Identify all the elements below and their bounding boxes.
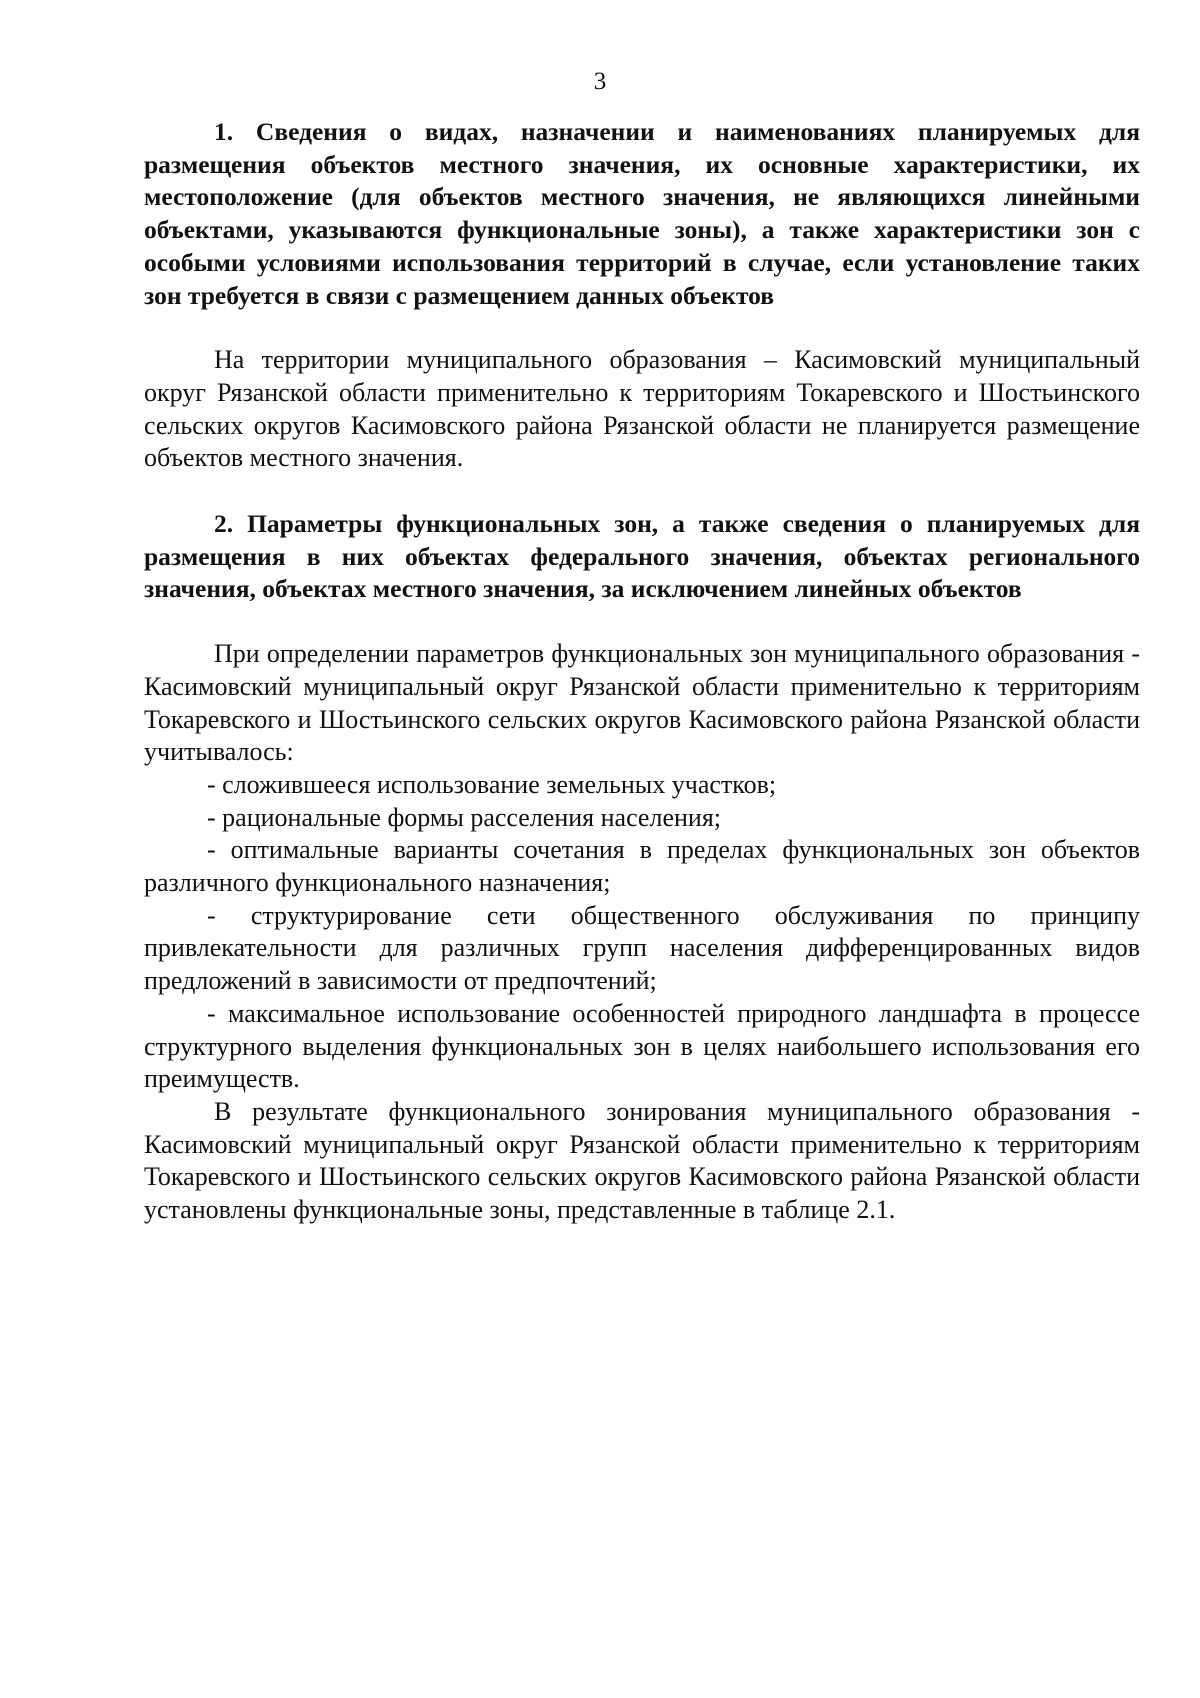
spacer (144, 312, 1140, 344)
page-number: 3 (593, 68, 607, 95)
section-2-conclusion: В результате функционального зонирования муниципального образования - Касимовский муниципальный округ Рязанской области применительно к территориям Токаревского и Шостьинского сельских округов Касимовского района Рязанской области установлены функциональные зоны, представленные в таблице 2.1. (144, 1096, 1140, 1225)
list-item: - максимальное использование особенностей природного ландшафта в процессе структурного выделения функциональных зон в целях наибольшего использования его преимуществ. (144, 998, 1140, 1094)
list-item: - сложившееся использование земельных участков; (207, 769, 777, 799)
list-item: - рациональные формы расселения населения; (207, 802, 721, 832)
section-1-paragraph: На территории муниципального образования – Касимовский муниципальный округ Рязанской области применительно к территориям Токаревского и Шостьинского сельских округов Касимовского района Рязанской области не планируется размещение объектов местного значения. (144, 345, 1140, 473)
spacer (144, 475, 1140, 508)
list-item: - структурирование сети общественного обслуживания по принципу привлекательности для различных групп населения дифференцированных видов предложений в зависимости от предпочтений; (144, 900, 1140, 996)
section-2-heading: 2. Параметры функциональных зон, а также сведения о планируемых для размещения в них объектах федерального значения, объектах регионального значения, объектах местного значения, за исключением линейных объектов (144, 509, 1140, 604)
spacer (144, 606, 1140, 638)
section-2-intro: При определении параметров функциональных зон муниципального образования - Касимовский муниципальный округ Рязанской области применительно к территориям Токаревского и Шостьинского сельских округов Касимовского района Рязанской области учитывалось: (144, 639, 1140, 767)
list-item: - оптимальные варианты сочетания в пределах функциональных зон объектов различного функционального назначения; (144, 835, 1140, 898)
section-1-heading: 1. Сведения о видах, назначении и наименованиях планируемых для размещения объектов местного значения, их основные характеристики, их местоположение (для объектов местного значения, не являющихся линейными объектами, указываются функциональные зоны), а также характеристики зон с особыми условиями использования территорий в случае, если установление таких зон требуется в связи с размещением данных объектов (144, 117, 1140, 310)
page-content (144, 116, 1140, 1227)
